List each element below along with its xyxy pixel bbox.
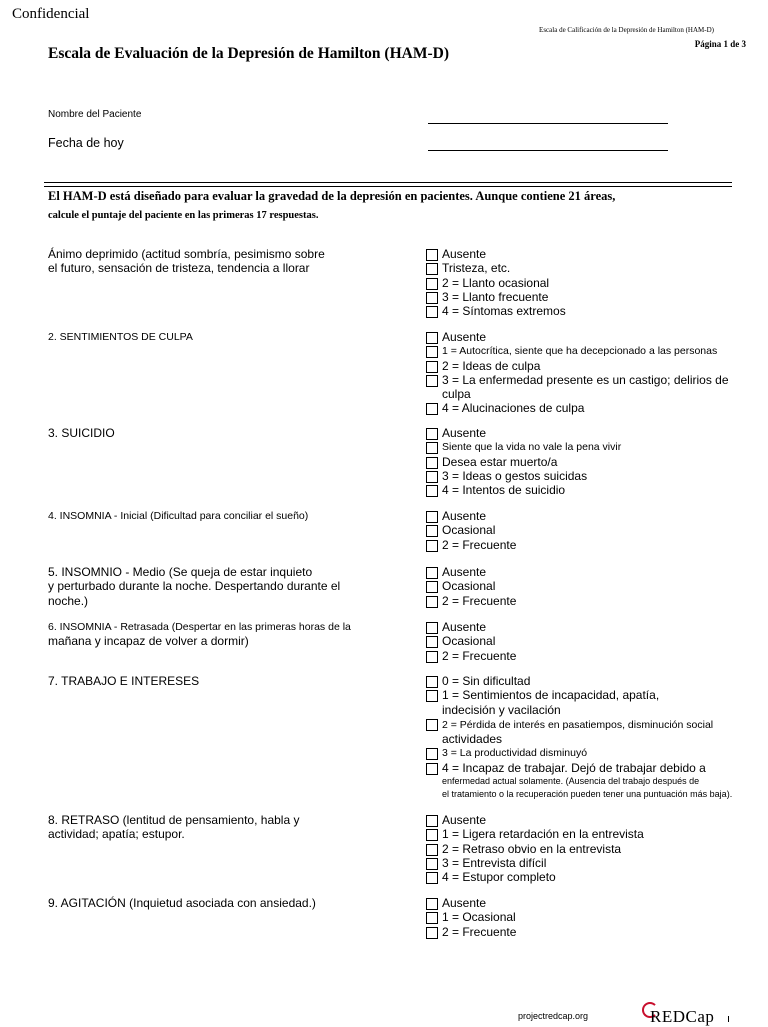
option[interactable]: [426, 649, 756, 663]
checkbox[interactable]: [426, 485, 438, 497]
question-text-line: 8. RETRASO (lentitud de pensamiento, habla y: [48, 813, 300, 827]
checkbox[interactable]: [426, 719, 438, 731]
question-text-line: actividad; apatía; estupor.: [48, 827, 185, 842]
option-label: Ausente: [442, 813, 487, 827]
option-label: Ausente: [442, 896, 487, 910]
checkbox[interactable]: [426, 763, 438, 775]
option-label-continued: enfermedad actual solamente. (Ausencia del trabajo después de: [442, 776, 700, 787]
checkbox[interactable]: [426, 748, 438, 760]
option-label-continued: indecisión y vacilación: [442, 702, 561, 717]
options: [426, 620, 756, 663]
question-text-line: 3. SUICIDIO: [48, 426, 115, 440]
checkbox[interactable]: [426, 567, 438, 579]
option-label: 4 = Intentos de suicidio: [442, 483, 566, 498]
question-text-line: y perturbado durante la noche. Despertando durante el: [48, 579, 341, 594]
option[interactable]: [426, 247, 756, 261]
checkbox[interactable]: [426, 442, 438, 454]
question-text: [48, 565, 378, 608]
date-label: Fecha de hoy: [48, 136, 124, 150]
option[interactable]: [426, 509, 756, 523]
redcap-logo: [642, 1002, 752, 1024]
option[interactable]: [426, 565, 756, 579]
checkbox[interactable]: [426, 844, 438, 856]
options: [426, 813, 756, 884]
option[interactable]: [426, 579, 756, 593]
option[interactable]: [426, 870, 756, 884]
option-label-continued: culpa: [442, 387, 471, 402]
question-text-line: 7. TRABAJO E INTERESES: [48, 674, 200, 688]
option-label: 2 = Frecuente: [442, 648, 517, 663]
option-label: Tristeza, etc.: [442, 261, 511, 276]
option-label: 2 = Llanto ocasional: [442, 275, 550, 290]
option-label: 3 = Entrevista difícil: [442, 855, 547, 870]
option-label: Desea estar muerto/a: [442, 454, 558, 469]
option-label: 1 = Sentimientos de incapacidad, apatía,: [442, 688, 660, 703]
page-number: Página 1 de 3: [694, 39, 746, 49]
option[interactable]: [426, 523, 756, 537]
options: [426, 330, 756, 416]
option[interactable]: [426, 925, 756, 939]
document-title: Escala de Evaluación de la Depresión de Hamilton (HAM-D): [48, 45, 449, 62]
question-text-line: 5. INSOMNIO - Medio (Se queja de estar inquieto: [48, 565, 313, 579]
checkbox[interactable]: [426, 525, 438, 537]
question-text: [48, 426, 378, 440]
checkbox[interactable]: [426, 471, 438, 483]
option[interactable]: [426, 856, 756, 870]
question-text: [48, 330, 378, 344]
question-text: [48, 896, 378, 910]
option-label: 0 = Sin dificultad: [442, 674, 531, 688]
option[interactable]: [426, 634, 756, 648]
question-text: [48, 247, 378, 276]
checkbox[interactable]: [426, 346, 438, 358]
question-text-line: 4. INSOMNIA - Inicial (Dificultad para conciliar el sueño): [48, 510, 309, 522]
checkbox[interactable]: [426, 898, 438, 910]
option[interactable]: [426, 426, 756, 440]
question-text-line: el futuro, sensación de tristeza, tendencia a llorar: [48, 261, 310, 276]
question-text: [48, 674, 378, 688]
option-label: 4 = Incapaz de trabajar. Dejó de trabajar debido a: [442, 760, 706, 775]
option[interactable]: [426, 896, 756, 910]
checkbox[interactable]: [426, 375, 438, 387]
option-label: Ocasional: [442, 579, 496, 594]
option[interactable]: [426, 538, 756, 552]
option[interactable]: [426, 761, 756, 800]
question-text-line: 2. SENTIMIENTOS DE CULPA: [48, 331, 193, 343]
option-label: 1 = Ligera retardación en la entrevista: [442, 827, 644, 842]
option-label: 4 = Alucinaciones de culpa: [442, 401, 585, 416]
checkbox[interactable]: [426, 690, 438, 702]
option-label: 2 = Ideas de culpa: [442, 358, 541, 373]
option-label: 2 = Pérdida de interés en pasatiempos, disminución social: [442, 718, 714, 731]
options: [426, 426, 756, 497]
option[interactable]: [426, 827, 756, 841]
option[interactable]: [426, 620, 756, 634]
checkbox[interactable]: [426, 858, 438, 870]
instructions-line: El HAM-D está diseñado para evaluar la gravedad de la depresión en pacientes. Aunque contiene 21 áreas,: [48, 189, 616, 203]
option-label: 3 = La productividad disminuyó: [442, 747, 588, 760]
option[interactable]: [426, 330, 756, 344]
checkbox[interactable]: [426, 927, 438, 939]
instructions-line: calcule el puntaje del paciente en las primeras 17 respuestas.: [48, 210, 319, 221]
question-text-line: noche.): [48, 593, 89, 608]
option[interactable]: [426, 304, 756, 318]
option-label: 2 = Retraso obvio en la entrevista: [442, 841, 622, 856]
option[interactable]: [426, 688, 756, 717]
option[interactable]: [426, 469, 756, 483]
option[interactable]: [426, 483, 756, 497]
option[interactable]: [426, 594, 756, 608]
checkbox[interactable]: [426, 249, 438, 261]
options: [426, 509, 756, 552]
option-label: Ausente: [442, 565, 487, 579]
option[interactable]: [426, 290, 756, 304]
option-label: 3 = Ideas o gestos suicidas: [442, 468, 588, 483]
checkbox[interactable]: [426, 829, 438, 841]
question-text: [48, 813, 378, 842]
option-label: Ausente: [442, 330, 487, 344]
option-label: 4 = Síntomas extremos: [442, 304, 566, 319]
checkbox[interactable]: [426, 872, 438, 884]
option-label: Ausente: [442, 426, 487, 440]
checkbox[interactable]: [426, 596, 438, 608]
option[interactable]: [426, 359, 756, 373]
option-label: Ausente: [442, 509, 487, 523]
options: [426, 565, 756, 608]
confidential-label: Confidencial: [12, 6, 90, 22]
divider: [44, 186, 732, 187]
option[interactable]: [426, 276, 756, 290]
option[interactable]: [426, 717, 756, 747]
options: [426, 896, 756, 939]
option-label: 4 = Estupor completo: [442, 870, 556, 885]
checkbox[interactable]: [426, 676, 438, 688]
option-label: 2 = Frecuente: [442, 924, 517, 939]
option[interactable]: [426, 261, 756, 275]
checkbox[interactable]: [426, 403, 438, 415]
checkbox[interactable]: [426, 292, 438, 304]
options: [426, 674, 756, 800]
question-text: [48, 620, 388, 649]
question-text-line: Ánimo deprimido (actitud sombría, pesimismo sobre: [48, 247, 325, 261]
options: [426, 247, 756, 318]
option-label: Ocasional: [442, 523, 496, 538]
question-text-line: 9. AGITACIÓN (Inquietud asociada con ansiedad.): [48, 896, 316, 910]
question-text-line: 6. INSOMNIA - Retrasada (Despertar en las primeras horas de la: [48, 621, 351, 633]
option-label: 1 = Autocrítica, siente que ha decepcionado a las personas: [442, 345, 718, 358]
checkbox[interactable]: [426, 581, 438, 593]
question-text: [48, 509, 388, 523]
option[interactable]: [426, 344, 756, 358]
option-label: Siente que la vida no vale la pena vivir: [442, 441, 622, 454]
checkbox[interactable]: [426, 815, 438, 827]
option-label-continued: actividades: [442, 732, 503, 747]
checkbox[interactable]: [426, 306, 438, 318]
option-label: 2 = Frecuente: [442, 537, 517, 552]
checkbox[interactable]: [426, 263, 438, 275]
option-label: 2 = Frecuente: [442, 593, 517, 608]
checkbox[interactable]: [426, 540, 438, 552]
option[interactable]: [426, 910, 756, 924]
redcap-logo-text: REDCap: [650, 1007, 715, 1026]
option[interactable]: [426, 401, 756, 415]
option-label: Ausente: [442, 247, 487, 261]
patient-name-label: Nombre del Paciente: [48, 109, 142, 120]
option[interactable]: [426, 440, 756, 454]
checkbox[interactable]: [426, 278, 438, 290]
option[interactable]: [426, 674, 756, 688]
option-label: 1 = Ocasional: [442, 910, 516, 925]
checkbox[interactable]: [426, 428, 438, 440]
footer-url: projectredcap.org: [518, 1011, 589, 1021]
question-text-line: mañana y incapaz de volver a dormir): [48, 634, 249, 649]
checkbox[interactable]: [426, 511, 438, 523]
option[interactable]: [426, 813, 756, 827]
checkbox[interactable]: [426, 651, 438, 663]
option-label-continued: el tratamiento o la recuperación pueden tener una puntuación más baja).: [442, 788, 733, 799]
checkbox[interactable]: [426, 361, 438, 373]
option-label: Ausente: [442, 620, 487, 634]
option-label: 3 = La enfermedad presente es un castigo; delirios de: [442, 372, 729, 387]
date-field[interactable]: [428, 150, 668, 151]
checkbox[interactable]: [426, 912, 438, 924]
patient-name-field[interactable]: [428, 123, 668, 124]
checkbox[interactable]: [426, 457, 438, 469]
checkbox[interactable]: [426, 636, 438, 648]
option[interactable]: [426, 746, 756, 760]
logo-divider: [728, 1016, 729, 1022]
checkbox[interactable]: [426, 622, 438, 634]
divider: [44, 182, 732, 183]
option[interactable]: [426, 373, 756, 402]
option-label: 3 = Llanto frecuente: [442, 289, 549, 304]
checkbox[interactable]: [426, 332, 438, 344]
option-label: Ocasional: [442, 634, 496, 649]
option[interactable]: [426, 455, 756, 469]
option[interactable]: [426, 842, 756, 856]
header-form-title: Escala de Calificación de la Depresión de Hamilton (HAM-D): [539, 26, 714, 34]
instructions: [48, 188, 738, 223]
